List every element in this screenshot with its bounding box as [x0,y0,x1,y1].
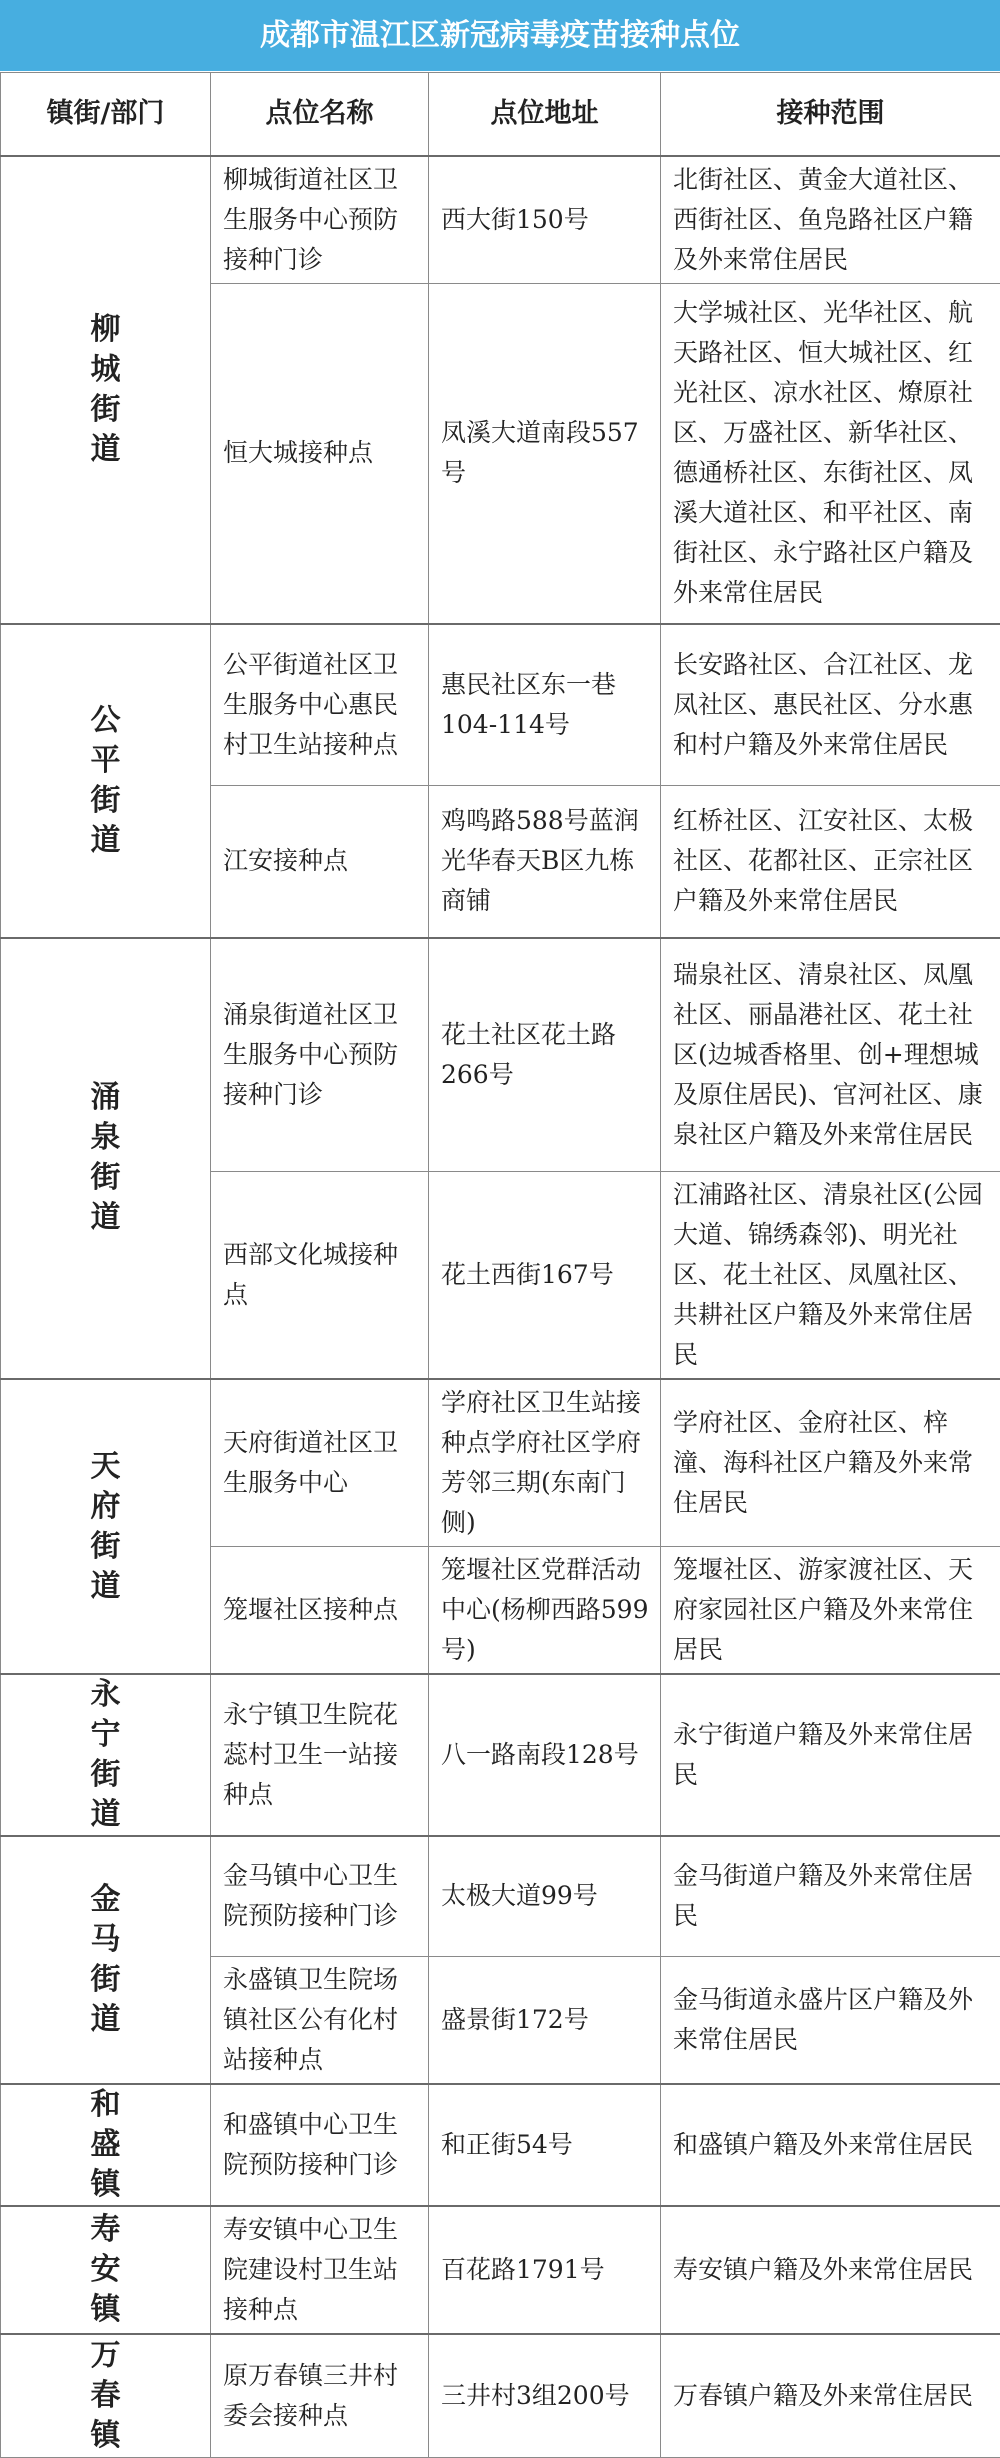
site-name-cell: 寿安镇中心卫生院建设村卫生站接种点 [211,2206,429,2334]
town-label: 永宁街道 [89,1675,123,1835]
site-address-cell: 凤溪大道南段557号 [429,284,661,624]
town-cell [1,156,211,624]
table-row [1,1379,1000,1547]
town-label: 和盛镇 [89,2085,123,2205]
coverage-cell: 江浦路社区、清泉社区(公园大道、锦绣森邻)、明光社区、花土社区、凤凰社区、共耕社区户籍及外来常住居民 [661,1172,1000,1380]
site-name-cell: 天府街道社区卫生服务中心 [211,1379,429,1547]
site-address-cell: 八一路南段128号 [429,1674,661,1836]
site-name-cell: 永宁镇卫生院花蕊村卫生一站接种点 [211,1674,429,1836]
coverage-cell: 北街社区、黄金大道社区、西街社区、鱼凫路社区户籍及外来常住居民 [661,156,1000,284]
town-label: 柳城街道 [89,310,123,470]
header-coverage: 接种范围 [661,73,1000,157]
table-body [1,156,1000,2458]
coverage-cell: 笼堰社区、游家渡社区、天府家园社区户籍及外来常住居民 [661,1547,1000,1675]
site-address-cell: 花土西街167号 [429,1172,661,1380]
table-row [1,1674,1000,1836]
table-row [1,2334,1000,2458]
site-address-cell: 学府社区卫生站接种点学府社区学府芳邻三期(东南门侧) [429,1379,661,1547]
table-row [1,938,1000,1172]
table-row [1,2206,1000,2334]
coverage-cell: 寿安镇户籍及外来常住居民 [661,2206,1000,2334]
table-row [1,156,1000,284]
town-label: 涌泉街道 [89,1078,123,1238]
town-label: 寿安镇 [89,2210,123,2330]
site-address-cell: 和正街54号 [429,2084,661,2206]
table-header [1,73,1000,157]
site-address-cell: 惠民社区东一巷104-114号 [429,624,661,786]
coverage-cell: 万春镇户籍及外来常住居民 [661,2334,1000,2458]
site-name-cell: 西部文化城接种点 [211,1172,429,1380]
coverage-cell: 和盛镇户籍及外来常住居民 [661,2084,1000,2206]
site-name-cell: 原万春镇三井村委会接种点 [211,2334,429,2458]
site-name-cell: 金马镇中心卫生院预防接种门诊 [211,1836,429,1956]
town-cell [1,2206,211,2334]
town-cell [1,624,211,938]
town-label: 金马街道 [89,1880,123,2040]
town-cell [1,938,211,1380]
header-town: 镇街/部门 [1,73,211,157]
site-address-cell: 百花路1791号 [429,2206,661,2334]
page-title: 成都市温江区新冠病毒疫苗接种点位 [0,0,1000,71]
town-cell [1,1379,211,1674]
site-name-cell: 涌泉街道社区卫生服务中心预防接种门诊 [211,938,429,1172]
site-address-cell: 笼堰社区党群活动中心(杨柳西路599号) [429,1547,661,1675]
site-name-cell: 永盛镇卫生院场镇社区公有化村站接种点 [211,1956,429,2084]
table-row [1,2084,1000,2206]
site-address-cell: 花土社区花土路266号 [429,938,661,1172]
site-address-cell: 太极大道99号 [429,1836,661,1956]
site-name-cell: 笼堰社区接种点 [211,1547,429,1675]
vaccination-sites-table [0,72,1000,2458]
coverage-cell: 学府社区、金府社区、梓潼、海科社区户籍及外来常住居民 [661,1379,1000,1547]
coverage-cell: 金马街道永盛片区户籍及外来常住居民 [661,1956,1000,2084]
site-address-cell: 盛景街172号 [429,1956,661,2084]
header-site-name: 点位名称 [211,73,429,157]
town-cell [1,1674,211,1836]
table-row [1,1836,1000,1956]
site-name-cell: 公平街道社区卫生服务中心惠民村卫生站接种点 [211,624,429,786]
coverage-cell: 红桥社区、江安社区、太极社区、花都社区、正宗社区户籍及外来常住居民 [661,786,1000,938]
town-label: 公平街道 [89,701,123,861]
site-name-cell: 江安接种点 [211,786,429,938]
site-name-cell: 柳城街道社区卫生服务中心预防接种门诊 [211,156,429,284]
town-cell [1,2334,211,2458]
site-address-cell: 鸡鸣路588号蓝润光华春天B区九栋商铺 [429,786,661,938]
town-cell [1,2084,211,2206]
coverage-cell: 金马街道户籍及外来常住居民 [661,1836,1000,1956]
coverage-cell: 大学城社区、光华社区、航天路社区、恒大城社区、红光社区、凉水社区、燎原社区、万盛社区、新华社区、德通桥社区、东街社区、凤溪大道社区、和平社区、南街社区、永宁路社区户籍及外来常住居民 [661,284,1000,624]
site-address-cell: 三井村3组200号 [429,2334,661,2458]
town-cell [1,1836,211,2084]
site-address-cell: 西大街150号 [429,156,661,284]
header-site-address: 点位地址 [429,73,661,157]
town-label: 天府街道 [89,1447,123,1607]
town-label: 万春镇 [89,2336,123,2456]
table-row [1,624,1000,786]
coverage-cell: 瑞泉社区、清泉社区、凤凰社区、丽晶港社区、花土社区(边城香格里、创+理想城及原住居民)、官河社区、康泉社区户籍及外来常住居民 [661,938,1000,1172]
coverage-cell: 长安路社区、合江社区、龙凤社区、惠民社区、分水惠和村户籍及外来常住居民 [661,624,1000,786]
site-name-cell: 和盛镇中心卫生院预防接种门诊 [211,2084,429,2206]
site-name-cell: 恒大城接种点 [211,284,429,624]
coverage-cell: 永宁街道户籍及外来常住居民 [661,1674,1000,1836]
